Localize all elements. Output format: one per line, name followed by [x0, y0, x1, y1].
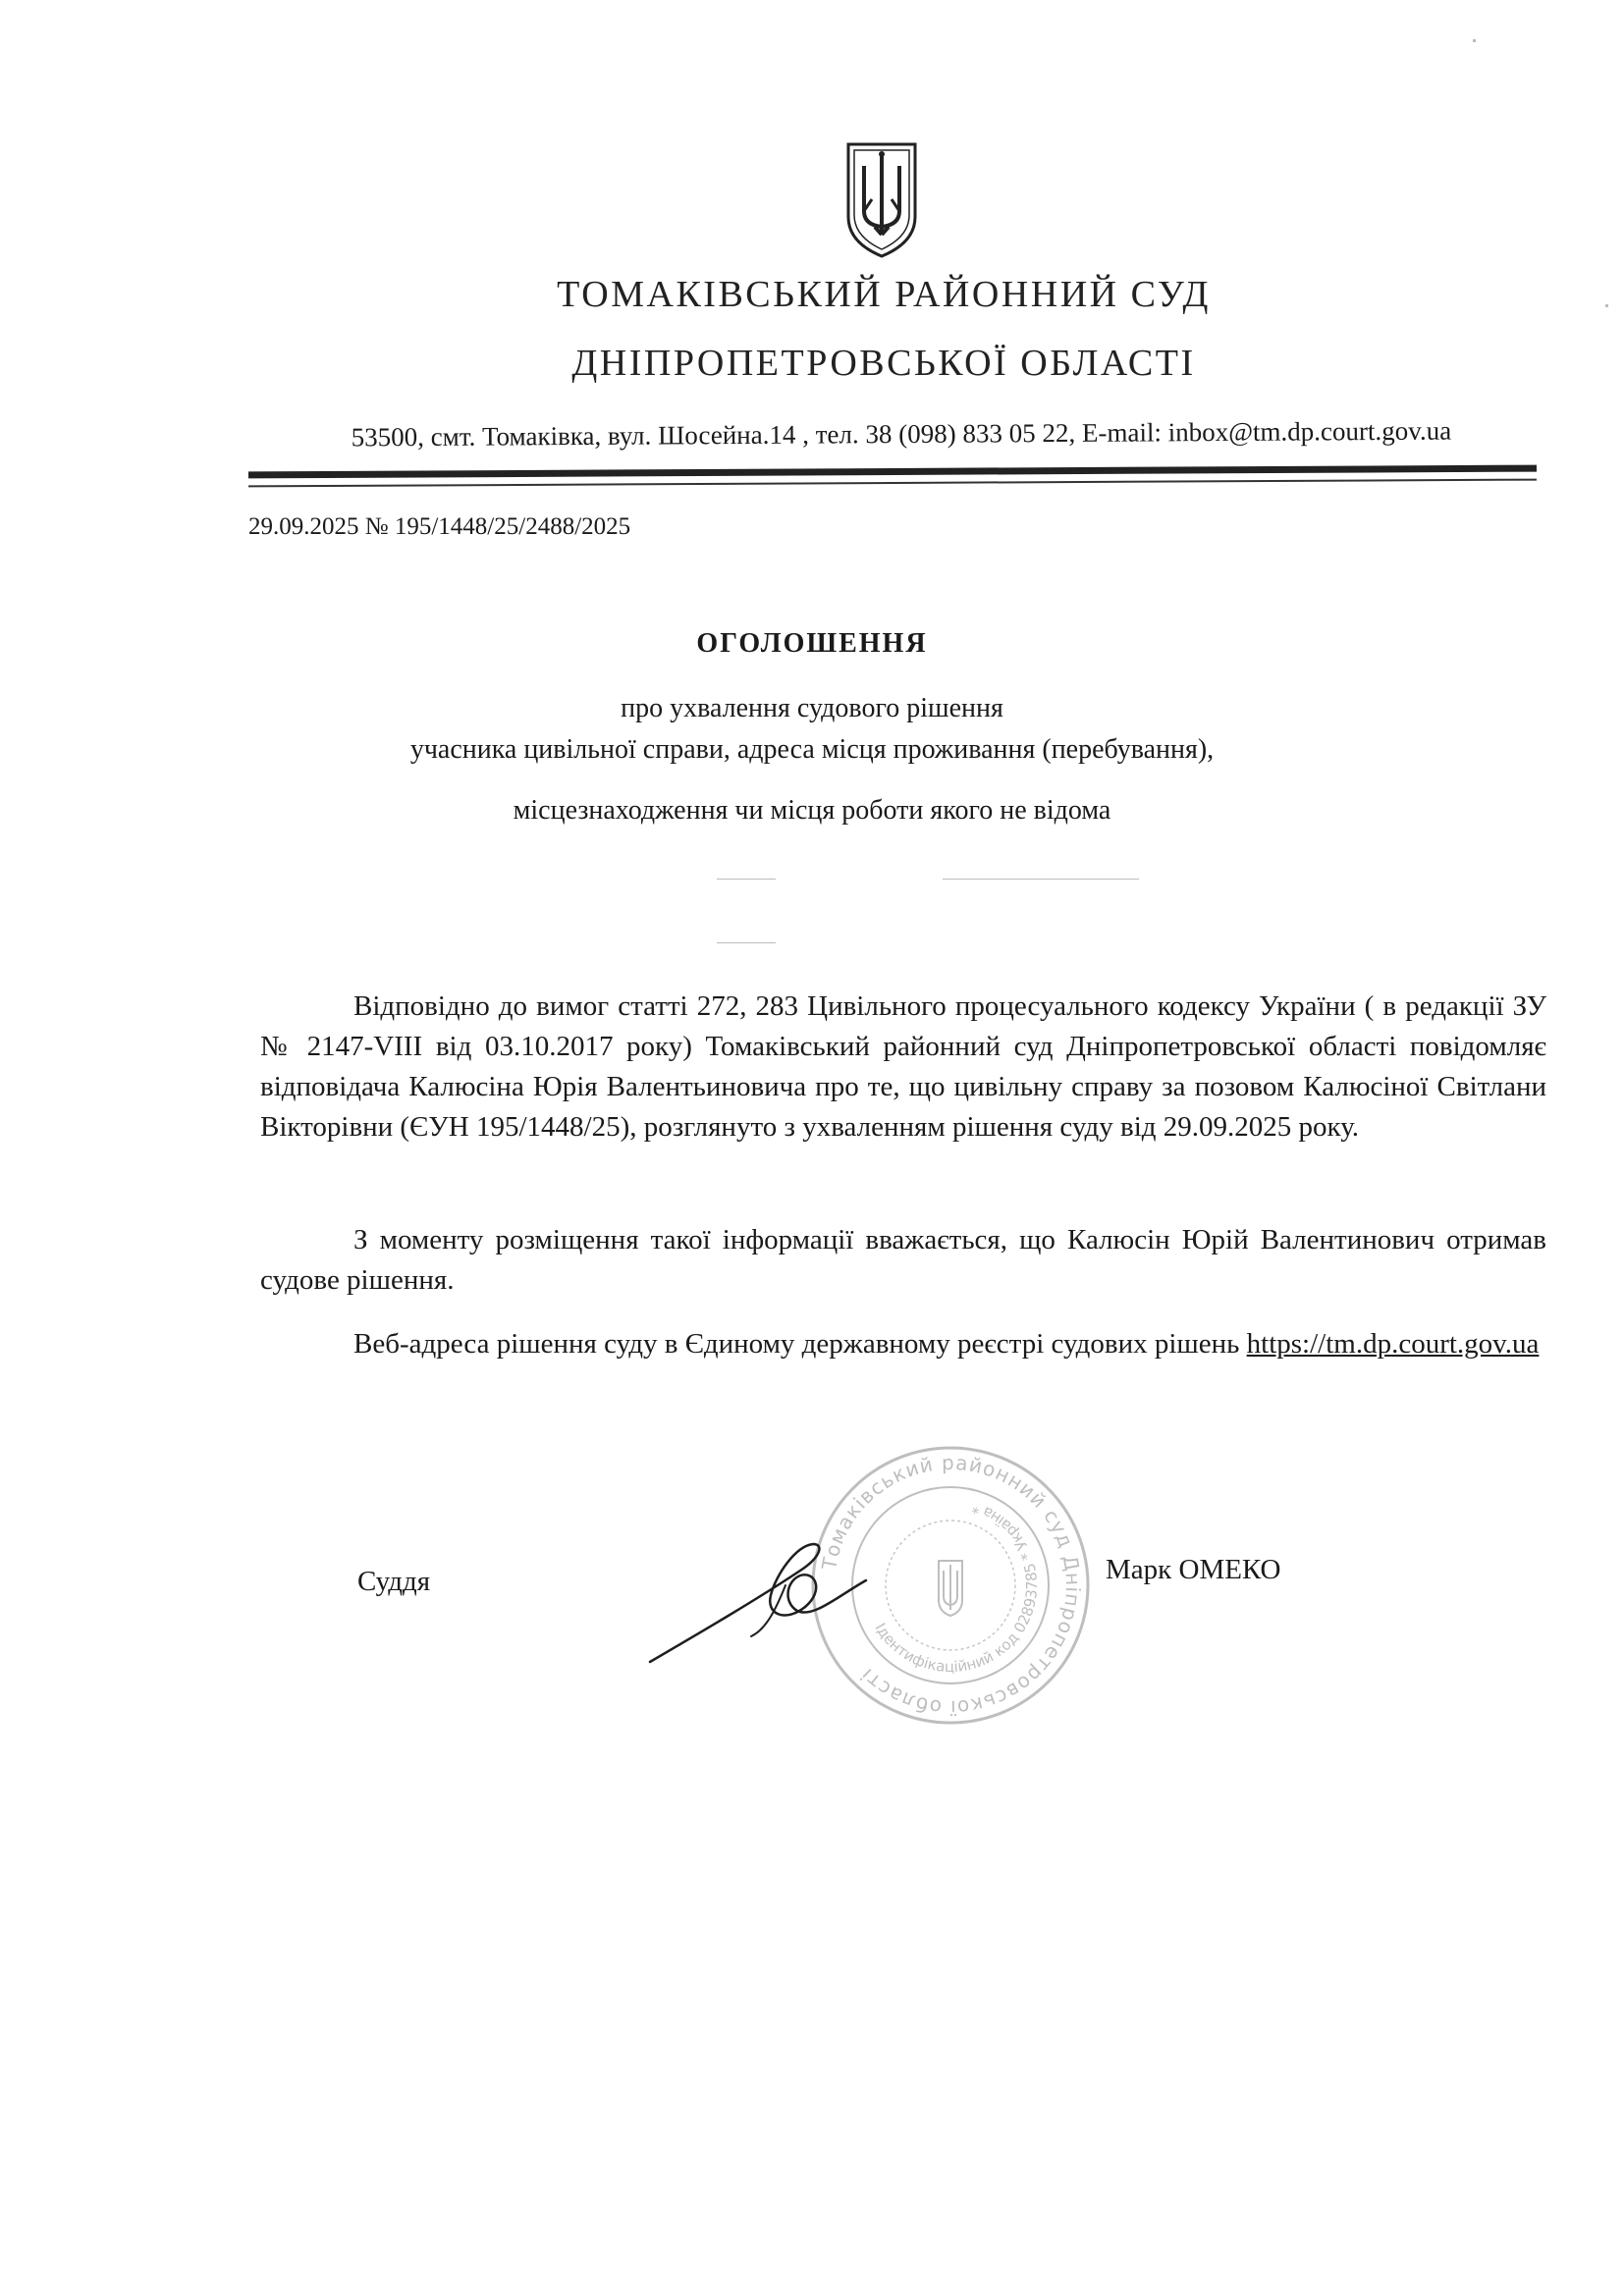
svg-text:Томаківський районний суд Дніп: Томаківський районний суд Дніпропетровської області	[817, 1450, 1086, 1721]
svg-text:Ідентифікаційний код 02893785: Ідентифікаційний код 02893785 * Україна *	[871, 1498, 1042, 1677]
document-subtitle-line2: учасника цивільної справи, адреса місця проживання (перебування),	[409, 734, 1215, 765]
registry-link[interactable]: https://tm.dp.court.gov.ua	[1246, 1328, 1540, 1360]
document-subtitle-line3: місцезнаходження чи місця роботи якого не відома	[513, 795, 1111, 826]
body-paragraph-1: Відповідно до вимог статті 272, 283 Цивільного процесуального кодексу України ( в редакції ЗУ № 2147-VIII від 03.10.2017 року) Томаківський районний суд Дніпропетровської області повідомляє відповідача Калюсіна Юрія Валентьиновича про те, що цивільну справу за позовом Калюсіної Світлани Вікторівни (ЄУН 195/1448/25), розглянуто з ухваленням рішення суду від 29.09.2025 року.	[260, 990, 1546, 1143]
scan-artifact	[717, 942, 776, 943]
body-paragraph-3	[260, 1324, 1546, 1364]
trident-coat-of-arms-icon	[842, 140, 921, 258]
header-divider-thin	[248, 479, 1537, 488]
body-paragraph-2: З моменту розміщення такої інформації вважається, що Калюсін Юрій Валентинович отримав судове рішення.	[260, 1224, 1546, 1296]
judge-label: Суддя	[357, 1566, 431, 1597]
scan-artifact	[717, 879, 776, 880]
scan-artifact	[1473, 39, 1476, 42]
judge-name: Марк ОМЕКО	[1106, 1554, 1281, 1585]
header-divider-thick	[248, 465, 1537, 479]
scan-artifact	[943, 879, 1139, 880]
court-name-line2: ДНІПРОПЕТРОВСЬКОЇ ОБЛАСТІ	[571, 343, 1196, 384]
handwritten-signature-icon	[638, 1517, 874, 1674]
document-reference: 29.09.2025 № 195/1448/25/2488/2025	[248, 513, 631, 540]
registry-text: Веб-адреса рішення суду в Єдиному державному реєстрі судових рішень	[353, 1328, 1247, 1360]
court-name-line1: ТОМАКІВСЬКИЙ РАЙОННИЙ СУД	[557, 274, 1211, 315]
document-subtitle-line1: про ухвалення судового рішення	[621, 693, 1003, 723]
court-address: 53500, смт. Томаківка, вул. Шосейна.14 , тел. 38 (098) 833 05 22, E-mail: inbox@tm.dp.court.gov.ua	[351, 415, 1452, 453]
scan-artifact	[1605, 304, 1608, 307]
document-title: ОГОЛОШЕННЯ	[696, 628, 928, 659]
